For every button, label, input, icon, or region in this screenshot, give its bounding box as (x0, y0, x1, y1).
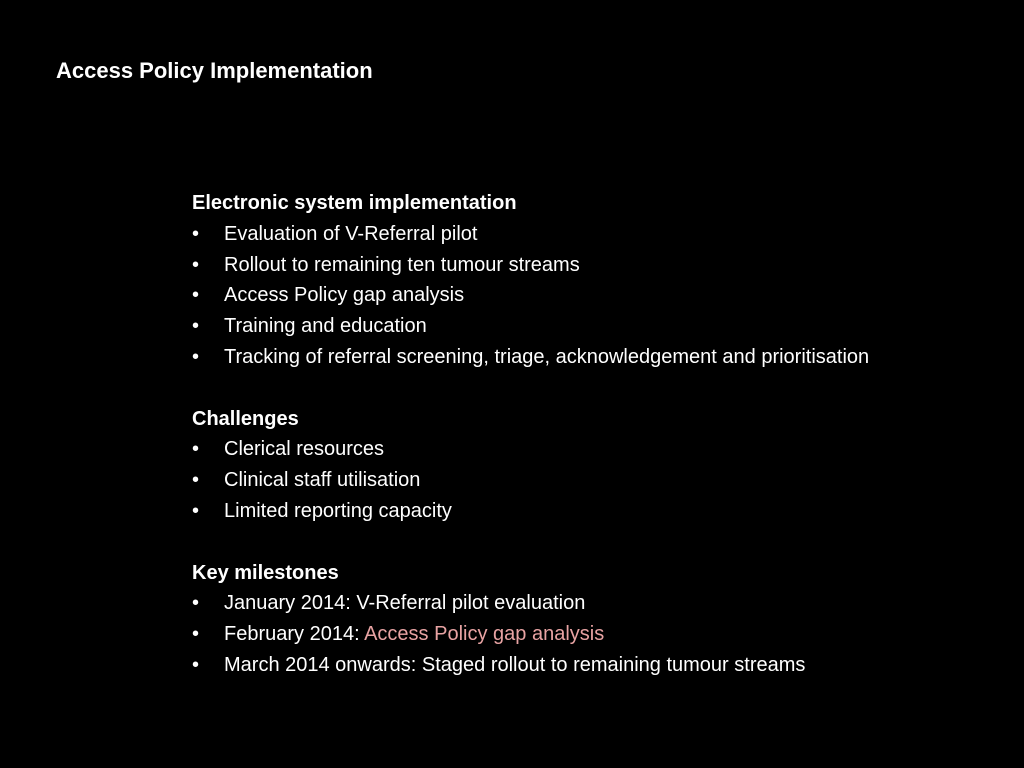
list-item-text: Limited reporting capacity (224, 499, 452, 522)
list-item (192, 434, 1012, 465)
bullet-list (192, 588, 1012, 680)
list-item (192, 280, 1012, 311)
bullet-icon: • (192, 438, 200, 461)
list-item (192, 465, 1012, 496)
section-challenges (192, 404, 1012, 527)
bullet-icon: • (192, 623, 200, 646)
list-item-text: Clinical staff utilisation (224, 469, 421, 492)
section-heading: Electronic system implementation (192, 192, 517, 214)
bullet-icon: • (192, 653, 200, 676)
list-item-text: Access Policy gap analysis (224, 284, 465, 307)
list-item (192, 250, 1012, 281)
list-item-text: Evaluation of V-Referral pilot (224, 222, 478, 245)
list-item (192, 311, 1012, 342)
section-key-milestones (192, 558, 1012, 681)
list-item-text: Training and education (224, 315, 427, 338)
bullet-icon: • (192, 222, 200, 245)
slide-title: Access Policy Implementation (56, 58, 373, 83)
list-item (192, 650, 1012, 681)
bullet-icon: • (192, 253, 200, 276)
bullet-icon: • (192, 592, 200, 615)
bullet-icon: • (192, 315, 200, 338)
list-item-text: Clerical resources (224, 438, 385, 461)
list-item (192, 496, 1012, 527)
list-item-prefix: February 2014: (224, 623, 365, 646)
list-item-text: Rollout to remaining ten tumour streams (224, 253, 580, 276)
bullet-list (192, 219, 1012, 373)
list-item-text: January 2014: V-Referral pilot evaluation (224, 592, 586, 615)
list-item (192, 342, 1012, 373)
section-electronic-system (192, 188, 1012, 373)
list-item (192, 619, 1012, 650)
list-item (192, 219, 1012, 250)
section-heading: Challenges (192, 407, 299, 430)
bullet-icon: • (192, 284, 200, 307)
list-item (192, 588, 1012, 619)
list-item-text: Tracking of referral screening, triage, acknowledgement and prioritisation (224, 345, 870, 368)
bullet-icon: • (192, 499, 200, 522)
section-heading: Key milestones (192, 561, 339, 584)
bullet-list (192, 434, 1012, 526)
list-item-text: March 2014 onwards: Staged rollout to remaining tumour streams (224, 653, 806, 676)
slide-content (192, 188, 1012, 681)
bullet-icon: • (192, 469, 200, 492)
highlighted-text: Access Policy gap analysis (364, 623, 605, 646)
bullet-icon: • (192, 345, 200, 368)
